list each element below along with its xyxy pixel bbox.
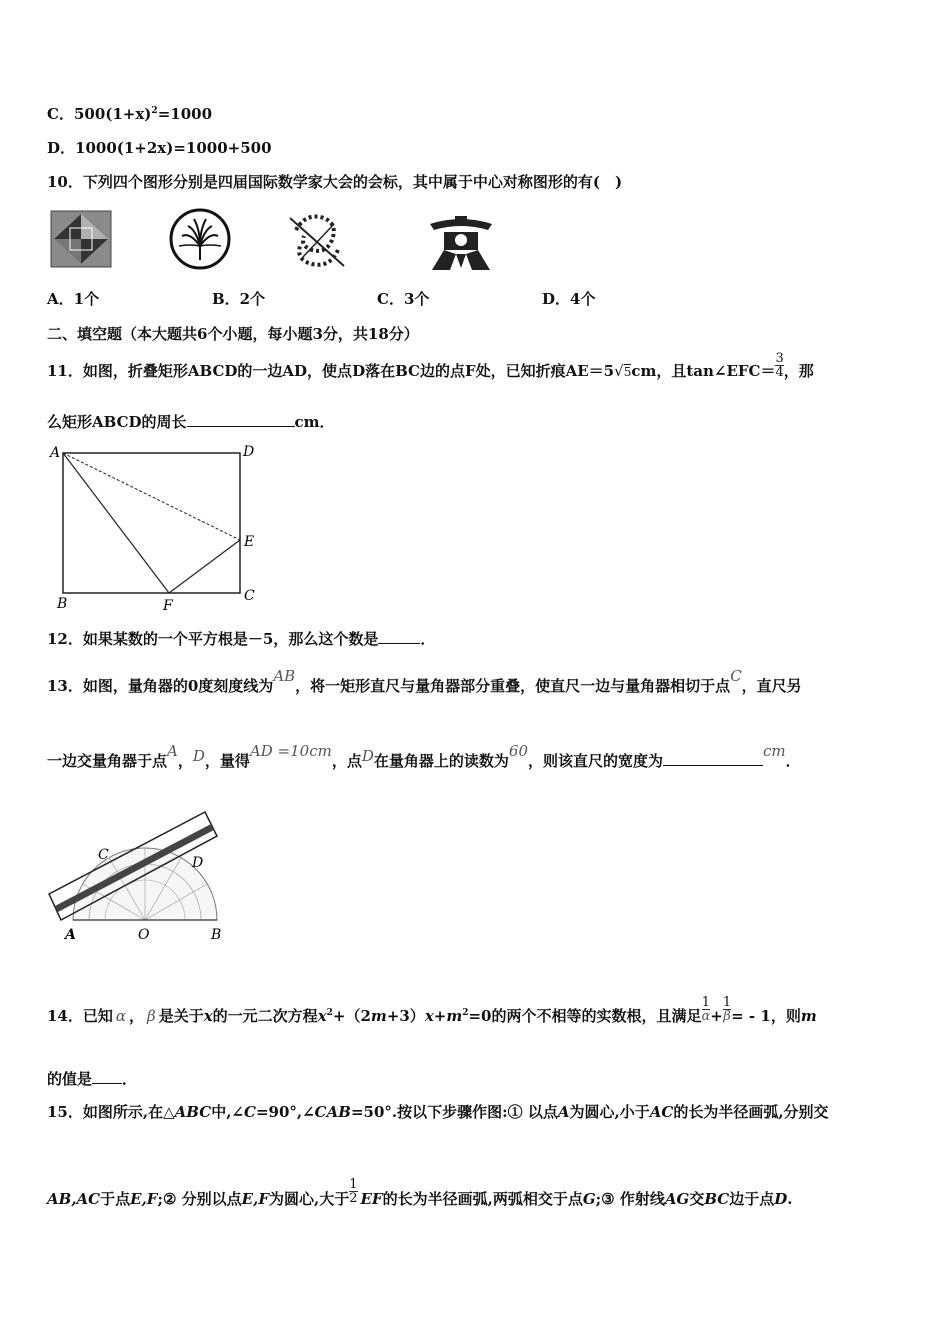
q13-ab: AB [273,667,296,685]
q14-text-3: 的一元二次方程 [212,1007,318,1025]
q15-l2j: ;③ 作射线 [595,1190,665,1208]
q14-frac-beta [723,996,731,1023]
q15-text-2: 中,∠ [211,1103,244,1121]
q11-fraction [775,352,783,379]
q14-m3: m [800,1007,817,1025]
q14-frac-alpha [702,996,711,1023]
q13-line1 [47,667,802,696]
label-a: A [50,445,61,461]
q13-l2-text-e: ，则该直尺的宽度为 [528,752,664,770]
q15-l2d: ;② 分别以点 [157,1190,242,1208]
q12-line [47,628,435,649]
q11-sqrt-value: 5 [623,365,632,379]
q13-text-2: ，将一矩形直尺与量角器部分重叠，使直尺一边与量角器相切于点 [295,677,731,695]
q13-comma: ， [177,752,193,770]
q10-option-a: A．1个 [47,290,100,308]
section-2-heading: 二、填空题（本大题共6个小题，每小题3分，共18分） [47,325,419,343]
q15-l2f: 为圆心,大于 [268,1190,350,1208]
q15-ac: AC [649,1103,674,1121]
q13-c: C [730,667,742,685]
q13-text-1: 13．如图，量角器的0度刻度线为 [47,677,274,695]
q14-eq-sup: 2 [326,1008,333,1018]
option-d-label: D． [47,139,76,157]
q15-l2l: 交 [689,1190,705,1208]
q13-l2-text-a: 一边交量角器于点 [47,752,168,770]
label-b: B [57,596,68,612]
sqrt-icon: √ [614,362,624,380]
q11-text-2: cm，且tan∠EFC＝ [631,362,776,380]
q14-plus2: + [710,1007,723,1025]
q13-d: D [192,747,205,765]
q15-abc: ABC [174,1103,212,1121]
q14-eq-3: +3） [386,1007,425,1025]
q15-text-6: 的长为半径画弧,分别交 [673,1103,829,1121]
q15-l2e: E,F [241,1190,269,1208]
q15-l2a: AB,AC [47,1190,101,1208]
q11-figure [45,440,265,615]
option-c-label: C． [47,105,74,123]
q14-answer-blank [92,1069,122,1084]
logo-2-figure [168,208,232,270]
q14-m-sup: 2 [462,1008,469,1018]
q14-frac-one-a: 1 [701,994,711,1010]
q15-l2p: . [787,1190,793,1208]
label-o: O [138,927,150,943]
q13-line2 [47,742,801,771]
q12-end: ． [420,630,436,648]
q15-half-den: 2 [349,1190,358,1206]
q14-text-2: 是关于 [158,1007,204,1025]
option-c-sup: 2 [151,106,158,116]
q11-text-1: 11．如图，折叠矩形ABCD的一边AD，使点D落在BC边的点F处，已知折痕AE＝5 [47,362,615,380]
q15-l2h: 的长为半径画弧,两弧相交于点 [382,1190,583,1208]
q14-eq-4: =0的两个不相等的实数根，且满足 [468,1007,702,1025]
q14-plus: + [433,1007,447,1025]
q15-text-4: =50°.按以下步骤作图:① 以点 [350,1103,558,1121]
label-a2: A [65,927,76,943]
logo-1-figure [50,210,112,268]
q13-end: ． [785,752,801,770]
q11-frac-num: 3 [775,350,784,366]
q14-m: m [370,1007,387,1025]
option-c-rest: =1000 [157,105,213,123]
option-c [47,103,212,124]
q13-l2-text-c: ，点 [331,752,362,770]
q13-cm: cm [763,742,786,760]
q15-c: C [243,1103,256,1121]
q14-x2: x [424,1007,434,1025]
label-c: C [244,588,255,604]
label-b2: B [211,927,222,943]
logo-3-figure [286,210,348,272]
q14-alpha: α [115,1007,127,1025]
q11-line2-end: cm． [294,413,335,431]
q14-text-1: 14．已知 [47,1007,113,1025]
q14-beta: β [147,1007,156,1025]
q15-l2k: AG [664,1190,690,1208]
q14-eq-x: x [317,1007,327,1025]
q12-text: 12．如果某数的一个平方根是－5，那么这个数是 [47,630,379,648]
q11-line1 [47,350,814,381]
q14-line1 [47,994,817,1026]
q10-option-b: B．2个 [212,290,266,308]
q15-l2m: BC [704,1190,730,1208]
label-d2: D [192,855,204,871]
q14-line2 [47,1068,137,1089]
q14-frac-beta-den: β [723,1008,731,1024]
q11-line2-text: 么矩形ABCD的周长 [47,413,187,431]
q15-line2 [47,1176,793,1209]
q15-a: A [557,1103,570,1121]
q13-text-3: ，直尺另 [741,677,802,695]
q15-text-3: =90°,∠ [255,1103,315,1121]
q13-answer-blank [663,751,763,766]
q15-l2b: 于点 [100,1190,131,1208]
q13-figure [45,808,235,953]
q14-eq-2: +（2 [332,1007,371,1025]
q14-line2-end: ． [122,1070,138,1088]
q13-a: A [167,742,178,760]
q14-frac-alpha-den: α [701,1008,711,1024]
q15-text-1: 15．如图所示,在△ [47,1103,175,1121]
q13-d2: D [361,747,374,765]
option-d [47,137,272,158]
q11-frac-den: 4 [775,364,784,380]
q14-text-4: = - 1，则 [731,1007,801,1025]
logo-4-figure [428,210,494,272]
q11-text-3: ，那 [783,362,814,380]
q10-option-d: D．4个 [542,290,596,308]
q13-ad: AD =10cm [249,742,332,760]
q13-sixty: 60 [508,742,528,760]
q15-line1 [47,1101,829,1122]
q14-frac-one-b: 1 [722,994,732,1010]
q14-x: x [203,1007,213,1025]
option-d-text: 1000(1+2x)=1000+500 [75,139,272,157]
q15-text-5: 为圆心,小于 [569,1103,650,1121]
q13-l2-text-d: 在量角器上的读数为 [373,752,509,770]
label-c2: C [98,847,109,863]
q11-line2 [47,411,335,432]
q13-l2-text-b: ，量得 [204,752,250,770]
q10-stem: 10．下列四个图形分别是四届国际数学家大会的会标，其中属于中心对称图形的有( ) [47,173,623,191]
q15-l2i: G [582,1190,596,1208]
q12-answer-blank [378,629,420,644]
q15-half-num: 1 [349,1176,358,1192]
q10-option-c: C．3个 [377,290,430,308]
q15-l2o: D [774,1190,788,1208]
q14-line2-text: 的值是 [47,1070,93,1088]
q15-cab: CAB [314,1103,351,1121]
q15-l2n: 边于点 [729,1190,775,1208]
option-c-text: 500(1+x) [73,105,152,123]
q11-answer-blank [187,412,295,427]
label-e: E [244,534,255,550]
q15-l2c: E,F [130,1190,158,1208]
q15-l2g: EF [360,1190,383,1208]
q14-m2: m [446,1007,463,1025]
label-f: F [163,598,173,614]
q15-half [349,1178,357,1205]
label-d: D [243,444,255,460]
q14-comma: ， [129,1007,145,1025]
